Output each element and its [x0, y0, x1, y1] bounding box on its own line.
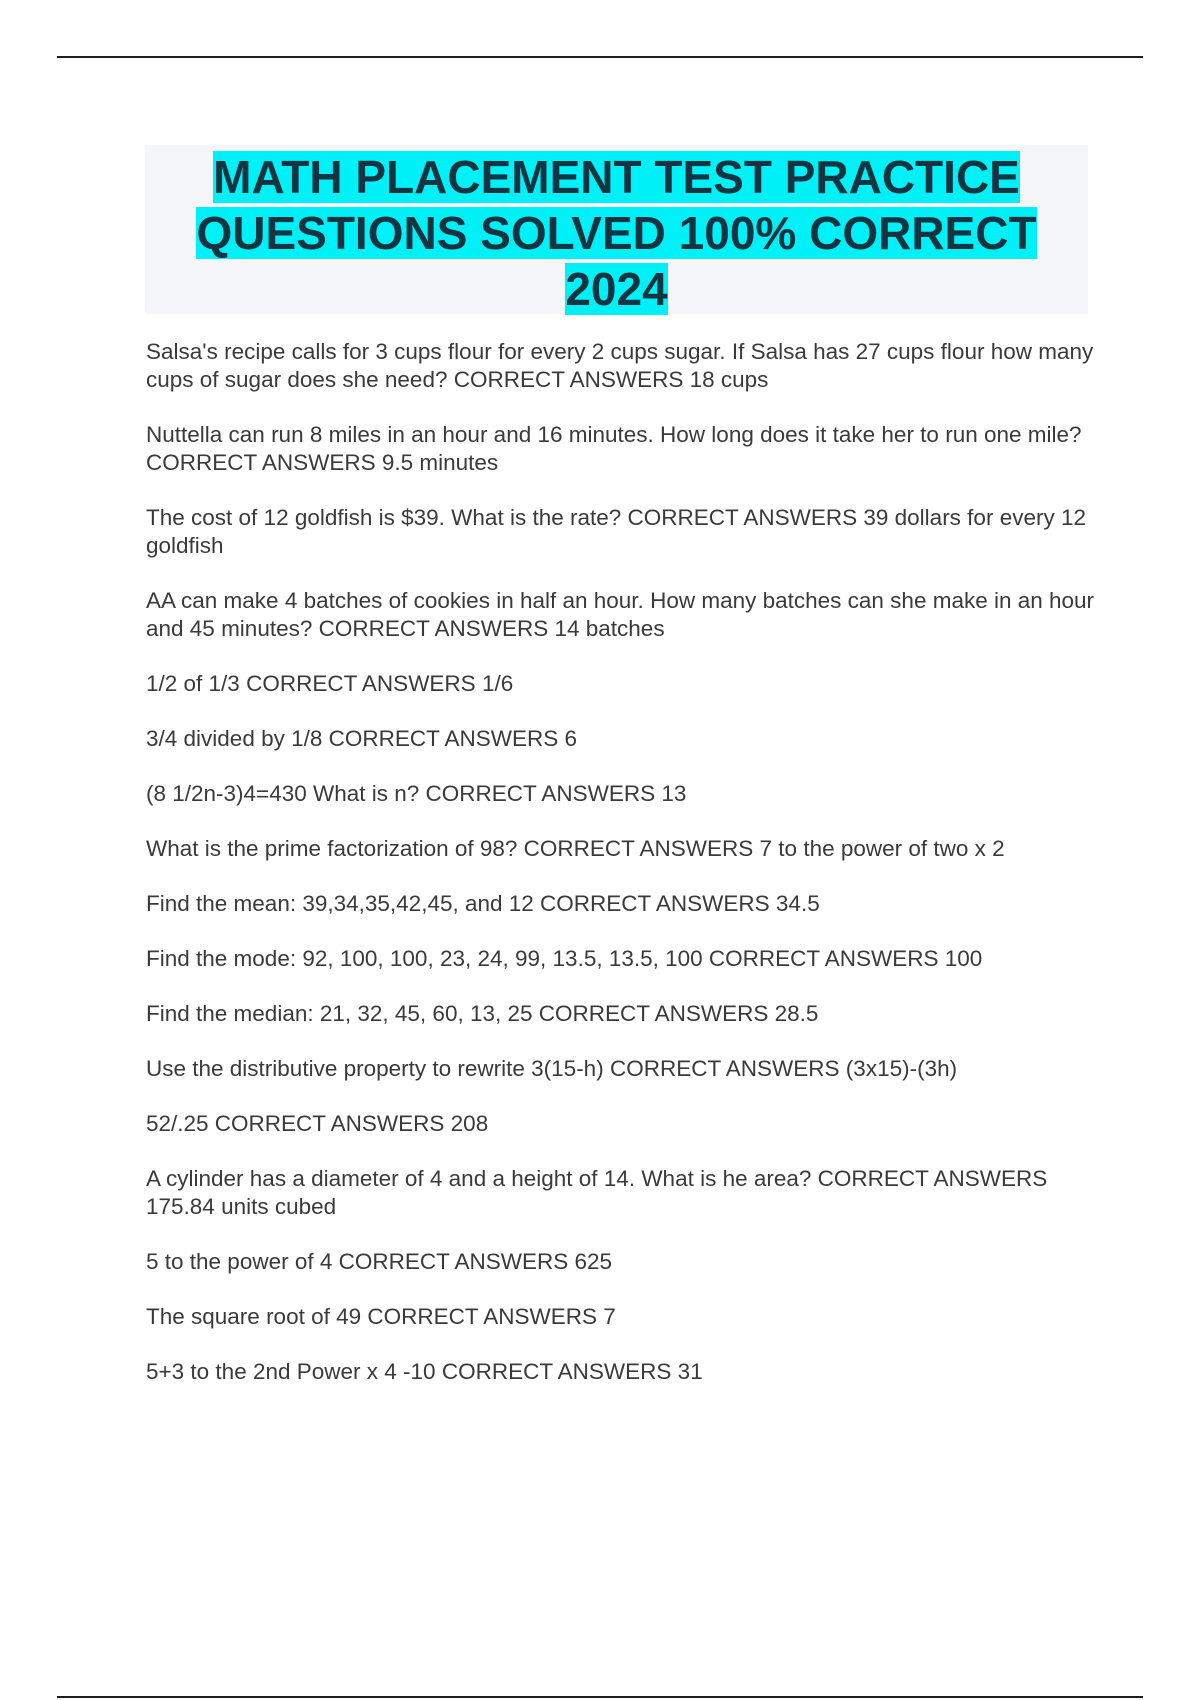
qa-item: Salsa's recipe calls for 3 cups flour for every 2 cups sugar. If Salsa has 27 cups flour how many cups of sugar does she need? CORRECT ANSWERS 18 cups	[146, 339, 1094, 392]
qa-item: 52/.25 CORRECT ANSWERS 208	[146, 1111, 489, 1136]
qa-item: A cylinder has a diameter of 4 and a height of 14. What is he area? CORRECT ANSWERS 175.84 units cubed	[146, 1166, 1048, 1219]
top-divider	[57, 56, 1143, 58]
qa-item: 3/4 divided by 1/8 CORRECT ANSWERS 6	[146, 726, 578, 751]
qa-item: Find the mode: 92, 100, 100, 23, 24, 99, 13.5, 13.5, 100 CORRECT ANSWERS 100	[146, 946, 983, 971]
bottom-divider	[57, 1696, 1143, 1698]
qa-item: 5+3 to the 2nd Power x 4 -10 CORRECT ANSWERS 31	[146, 1359, 703, 1384]
qa-item: Find the median: 21, 32, 45, 60, 13, 25 CORRECT ANSWERS 28.5	[146, 1001, 819, 1026]
title-block	[145, 145, 1088, 314]
qa-item: AA can make 4 batches of cookies in half an hour. How many batches can she make in an hour and 45 minutes? CORRECT ANSWERS 14 batches	[146, 588, 1095, 641]
qa-item: Find the mean: 39,34,35,42,45, and 12 CORRECT ANSWERS 34.5	[146, 891, 820, 916]
qa-item: What is the prime factorization of 98? CORRECT ANSWERS 7 to the power of two x 2	[146, 836, 1005, 861]
document-title-text: MATH PLACEMENT TEST PRACTICE QUESTIONS SOLVED 100% CORRECT 2024	[196, 151, 1037, 315]
document-title	[145, 149, 1088, 317]
question-answer-list	[146, 338, 1096, 1413]
qa-item: 1/2 of 1/3 CORRECT ANSWERS 1/6	[146, 671, 514, 696]
qa-item: 5 to the power of 4 CORRECT ANSWERS 625	[146, 1249, 613, 1274]
qa-item: The square root of 49 CORRECT ANSWERS 7	[146, 1304, 616, 1329]
qa-item: Nuttella can run 8 miles in an hour and 16 minutes. How long does it take her to run one mile? CORRECT ANSWERS 9.5 minutes	[146, 422, 1082, 475]
qa-item: (8 1/2n-3)4=430 What is n? CORRECT ANSWERS 13	[146, 781, 687, 806]
qa-item: The cost of 12 goldfish is $39. What is the rate? CORRECT ANSWERS 39 dollars for every 12 goldfish	[146, 505, 1086, 558]
qa-item: Use the distributive property to rewrite 3(15-h) CORRECT ANSWERS (3x15)-(3h)	[146, 1056, 958, 1081]
